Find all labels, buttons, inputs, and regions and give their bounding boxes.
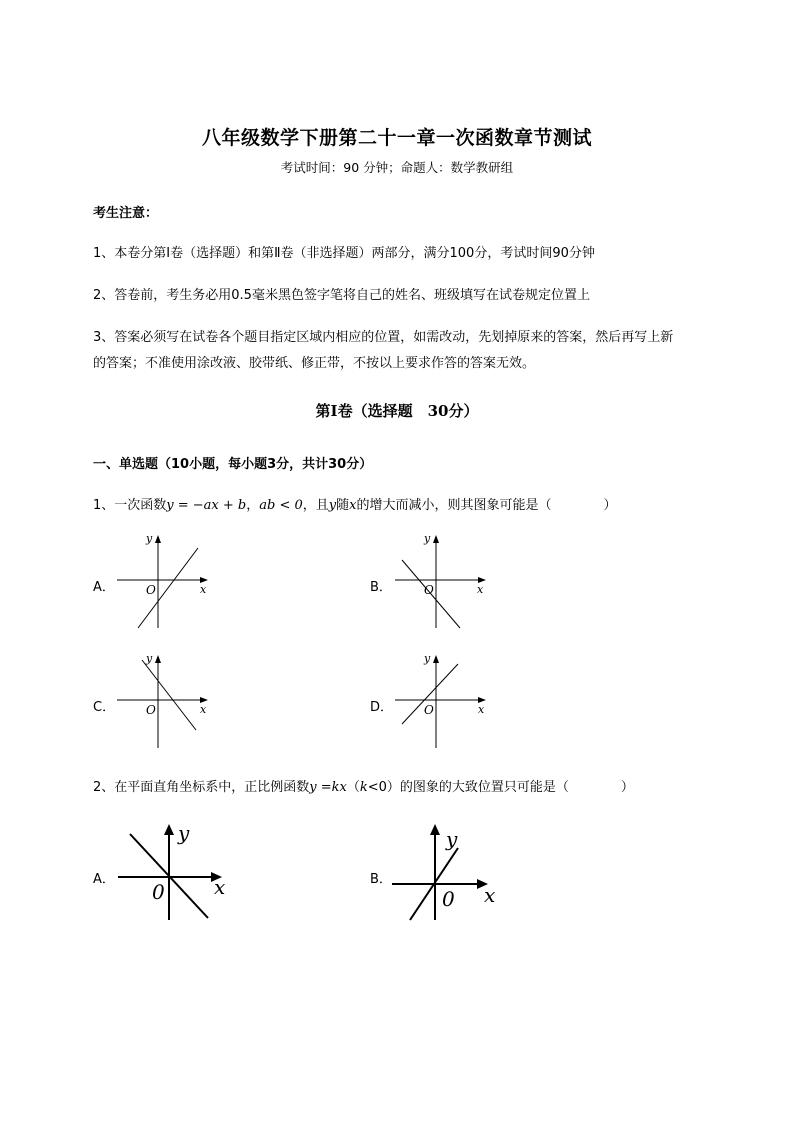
axis-x-label: x [484,883,496,907]
axis-y-label: y [446,827,458,851]
q2-option-b-label[interactable]: B． [370,872,392,887]
axis-x-label: x [200,703,207,716]
q1-function: y = −ax + b [166,498,247,513]
q1-var-y: y [328,498,337,513]
y-arrow-icon [155,655,161,663]
q1-mid: ，且 [302,498,329,513]
q1-suffix: 的增大而减小，则其图象可能是（ ） [356,498,617,513]
origin-label: 0 [442,887,455,911]
axis-y-label: y [146,652,153,665]
page-title: 八年级数学下册第二十一章一次函数章节测试 [201,127,592,149]
q1-option-b-graph[interactable] [390,532,490,632]
question-1 [93,494,617,513]
q2-suffix: <0）的图象的大致位置只可能是（ ） [367,780,634,795]
question-2 [93,776,634,795]
notice-item-3-cont: 的答案；不准使用涂改液、胶带纸、修正带，不按以上要求作答的答案无效。 [93,356,536,371]
q1-option-d-label[interactable]: D． [370,700,394,715]
q1-prefix: 1、一次函数 [93,498,167,513]
axis-y-label: y [146,532,153,545]
y-arrow-icon [164,824,174,835]
origin-label: O [146,583,156,597]
y-arrow-icon [433,535,439,543]
q1-option-c-graph[interactable] [112,652,212,752]
q1-var-x: x [349,498,357,513]
section-title: 第Ⅰ卷（选择题 30分） [315,402,479,420]
q1-option-c-label[interactable]: C． [93,700,116,715]
q1-option-d-graph[interactable] [390,652,490,752]
y-arrow-icon [430,824,440,835]
q1-option-b-label[interactable]: B． [370,580,392,595]
axis-x-label: x [478,703,485,716]
notice-heading: 考生注意： [93,206,159,221]
q1-condition: ab < 0 [259,498,303,513]
q2-function: y =kx [309,780,347,795]
function-line [142,660,196,730]
exam-info: 考试时间：90 分钟；命题人：数学教研组 [280,160,514,175]
axis-x-label: x [200,583,207,596]
axis-y-label: y [424,532,431,545]
part-heading: 一、单选题（10小题，每小题3分，共计30分） [93,457,373,472]
axis-y-label: y [424,652,431,665]
origin-label: 0 [152,880,165,904]
axis-x-label: x [477,583,484,596]
q2-option-a-graph[interactable] [114,820,234,930]
axis-x-label: x [214,875,226,899]
notice-item-3: 3、答案必须写在试卷各个题目指定区域内相应的位置，如需改动，先划掉原来的答案，然后再写上新 [93,330,674,345]
q1-option-a-graph[interactable] [112,532,212,632]
q2-cond-open: （ [346,780,360,795]
origin-label: O [146,703,156,717]
q2-prefix: 2、在平面直角坐标系中，正比例函数 [93,780,310,795]
notice-item-1: 1、本卷分第Ⅰ卷（选择题）和第Ⅱ卷（非选择题）两部分，满分100分，考试时间90分钟 [93,246,595,261]
q1-sep: ， [246,498,260,513]
y-arrow-icon [155,535,161,543]
q1-mid2: 随 [336,498,350,513]
q1-option-a-label[interactable]: A． [93,580,115,595]
axis-y-label: y [178,821,190,845]
q2-cond-k: k [359,780,368,795]
y-arrow-icon [433,655,439,663]
q2-option-a-label[interactable]: A． [93,872,115,887]
origin-label: O [424,703,434,717]
notice-item-2: 2、答卷前，考生务必用0.5毫米黑色签字笔将自己的姓名、班级填写在试卷规定位置上 [93,288,590,303]
origin-label: O [424,583,434,597]
q2-option-b-graph[interactable] [388,820,508,930]
